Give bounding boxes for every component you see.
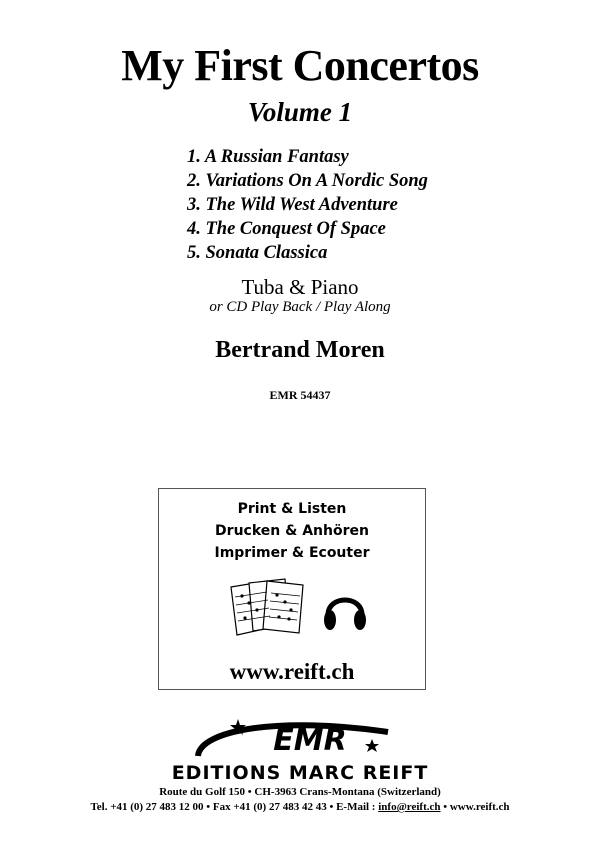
pieces-list: [187, 145, 547, 265]
list-item: 2. Variations On A Nordic Song: [187, 171, 428, 191]
volume-subtitle: Volume 1: [247, 97, 353, 127]
headphones-icon: [321, 585, 369, 637]
contact-phone-fax: Tel. +41 (0) 27 483 12 00 • Fax +41 (0) 27 483 42 43 • E-Mail :: [90, 801, 379, 813]
sheet-music-icon: [227, 577, 309, 641]
list-item: 4. The Conquest Of Space: [187, 219, 386, 239]
emr-logo: [160, 712, 440, 762]
playback-note: or CD Play Back / Play Along: [209, 299, 391, 315]
contact-website[interactable]: • www.reift.ch: [440, 801, 510, 813]
list-item: 5. Sonata Classica: [187, 243, 328, 263]
page-title: My First Concertos: [121, 41, 479, 90]
composer-name: Bertrand Moren: [215, 337, 385, 363]
print-listen-box: [158, 488, 426, 690]
catalog-number: EMR 54437: [269, 388, 331, 402]
list-item: 1. A Russian Fantasy: [187, 147, 349, 167]
promo-line-french: Imprimer & Ecouter: [214, 545, 370, 561]
promo-line-german: Drucken & Anhören: [215, 523, 369, 539]
promo-website-link[interactable]: www.reift.ch: [229, 659, 355, 684]
list-item: 3. The Wild West Adventure: [187, 195, 398, 215]
publisher-name: EDITIONS MARC REIFT: [171, 762, 429, 784]
emr-logo-text: EMR: [273, 723, 347, 758]
publisher-contact: [0, 801, 600, 813]
publisher-address: Route du Golf 150 • CH-3963 Crans-Montana (Switzerland): [159, 786, 441, 798]
instrumentation: Tuba & Piano: [241, 275, 359, 299]
email-link[interactable]: info@reift.ch: [378, 801, 441, 813]
promo-line-english: Print & Listen: [237, 501, 347, 517]
